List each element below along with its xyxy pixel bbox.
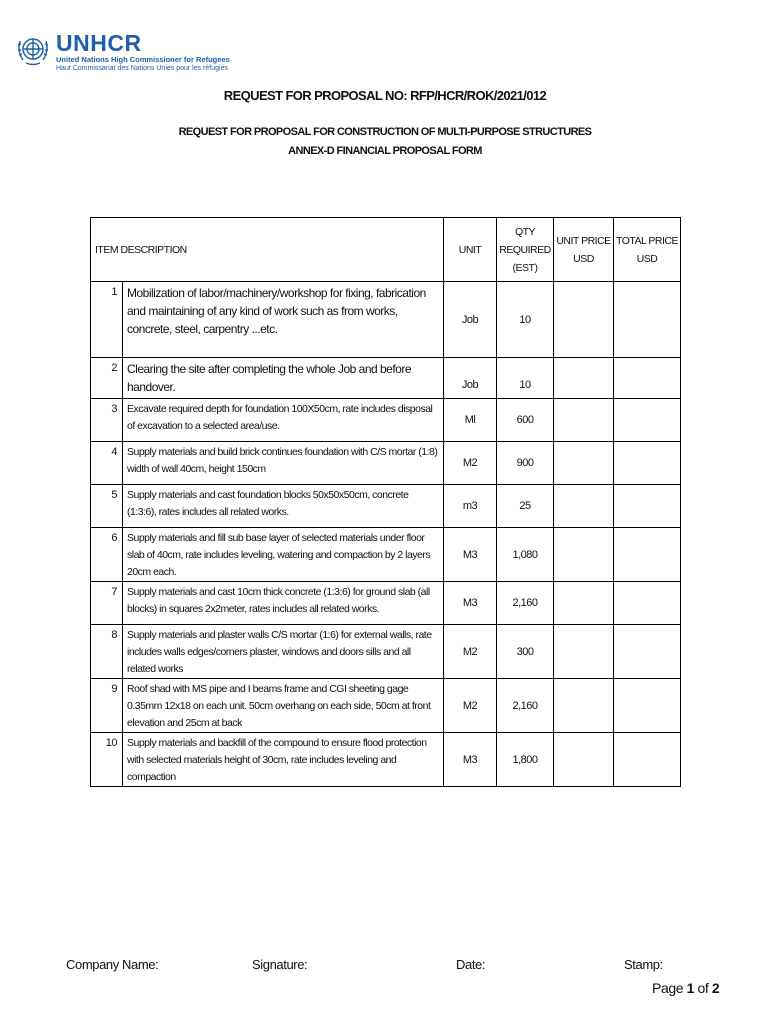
item-number: 9 bbox=[91, 679, 123, 733]
item-qty: 2,160 bbox=[497, 582, 554, 625]
unit-price-cell[interactable] bbox=[554, 282, 614, 358]
total-price-cell[interactable] bbox=[614, 528, 681, 582]
header-qty-line1: QTY bbox=[514, 225, 536, 238]
item-number: 8 bbox=[91, 625, 123, 679]
un-emblem-icon bbox=[14, 31, 52, 69]
item-description: Excavate required depth for foundation 100X50cm, rate includes disposal of excavation to a selected area/use. bbox=[123, 399, 444, 442]
unit-price-cell[interactable] bbox=[554, 733, 614, 787]
table-row bbox=[91, 733, 681, 787]
unit-price-cell[interactable] bbox=[554, 358, 614, 399]
item-number: 7 bbox=[91, 582, 123, 625]
page-number bbox=[652, 980, 719, 996]
logo-subtitle-fr: Haut Commissariat des Nations Unies pour les réfugiés bbox=[56, 65, 228, 72]
item-unit: Job bbox=[444, 358, 497, 399]
item-description: Supply materials and build brick continues foundation with C/S mortar (1:8) width of wall 40cm, height 150cm bbox=[123, 442, 444, 485]
item-qty: 1,800 bbox=[497, 733, 554, 787]
company-name-label: Company Name: bbox=[66, 957, 159, 972]
header-qty bbox=[497, 218, 554, 282]
item-unit: M3 bbox=[444, 528, 497, 582]
item-unit: Ml bbox=[444, 399, 497, 442]
stamp-label: Stamp: bbox=[624, 957, 663, 972]
item-qty: 1,080 bbox=[497, 528, 554, 582]
logo-wordmark: UNHCR bbox=[56, 30, 142, 56]
item-qty: 10 bbox=[497, 358, 554, 399]
total-price-cell[interactable] bbox=[614, 733, 681, 787]
table-header-row bbox=[91, 218, 681, 282]
date-label: Date: bbox=[456, 957, 486, 972]
item-number: 1 bbox=[91, 282, 123, 358]
document-subtitle: REQUEST FOR PROPOSAL FOR CONSTRUCTION OF MULTI-PURPOSE STRUCTURES bbox=[178, 126, 592, 138]
unit-price-cell[interactable] bbox=[554, 528, 614, 582]
unit-price-cell[interactable] bbox=[554, 582, 614, 625]
header-unit-price-line2: USD bbox=[573, 252, 594, 265]
item-number: 5 bbox=[91, 485, 123, 528]
item-unit: Job bbox=[444, 282, 497, 358]
header-unit: UNIT bbox=[444, 218, 497, 282]
unit-price-cell[interactable] bbox=[554, 679, 614, 733]
header-unit-price bbox=[554, 218, 614, 282]
table-row bbox=[91, 679, 681, 733]
total-price-cell[interactable] bbox=[614, 582, 681, 625]
header-qty-line3: (EST) bbox=[512, 261, 538, 274]
page-word: Page bbox=[652, 980, 684, 996]
header-total-price-line1: TOTAL PRICE bbox=[616, 234, 679, 247]
item-unit: M2 bbox=[444, 625, 497, 679]
total-price-cell[interactable] bbox=[614, 399, 681, 442]
item-unit: M2 bbox=[444, 442, 497, 485]
item-unit: m3 bbox=[444, 485, 497, 528]
item-unit: M3 bbox=[444, 582, 497, 625]
total-price-cell[interactable] bbox=[614, 485, 681, 528]
header-total-price bbox=[614, 218, 681, 282]
item-number: 3 bbox=[91, 399, 123, 442]
unit-price-cell[interactable] bbox=[554, 442, 614, 485]
table-row bbox=[91, 399, 681, 442]
financial-proposal-table bbox=[90, 217, 681, 787]
document-title: REQUEST FOR PROPOSAL NO: RFP/HCR/ROK/2021/012 bbox=[223, 88, 547, 103]
signature-label: Signature: bbox=[252, 957, 308, 972]
table-row bbox=[91, 528, 681, 582]
item-qty: 2,160 bbox=[497, 679, 554, 733]
item-description: Roof shad with MS pipe and I beams frame and CGI sheeting gage 0.35mm 12x18 on each unit. 50cm overhang on each side, 50cm at front elevation and 25cm at back bbox=[123, 679, 444, 733]
logo-subtitle-en: United Nations High Commissioner for Refugees bbox=[56, 55, 230, 64]
item-number: 4 bbox=[91, 442, 123, 485]
item-description: Supply materials and cast 10cm thick concrete (1:3:6) for ground slab (all blocks) in squares 2x2meter, rates includes all related works. bbox=[123, 582, 444, 625]
item-qty: 10 bbox=[497, 282, 554, 358]
item-unit: M3 bbox=[444, 733, 497, 787]
page-current: 1 bbox=[686, 980, 694, 996]
header-total-price-line2: USD bbox=[636, 252, 658, 265]
item-description: Supply materials and backfill of the compound to ensure flood protection with selected materials height of 30cm, rate includes leveling and compaction bbox=[123, 733, 444, 787]
unit-price-cell[interactable] bbox=[554, 485, 614, 528]
total-price-cell[interactable] bbox=[614, 625, 681, 679]
item-number: 6 bbox=[91, 528, 123, 582]
item-description: Supply materials and fill sub base layer of selected materials under floor slab of 40cm, rate includes leveling, watering and compaction by 2 layers 20cm each. bbox=[123, 528, 444, 582]
item-qty: 600 bbox=[497, 399, 554, 442]
page-of: of bbox=[697, 980, 709, 996]
item-description: Mobilization of labor/machinery/workshop for fixing, fabrication and maintaining of any kind of work such as from works, concrete, steel, carpentry ...etc. bbox=[123, 282, 444, 358]
item-number: 10 bbox=[91, 733, 123, 787]
unhcr-logo bbox=[14, 31, 230, 73]
unit-price-cell[interactable] bbox=[554, 625, 614, 679]
item-qty: 900 bbox=[497, 442, 554, 485]
table-row bbox=[91, 282, 681, 358]
table-row bbox=[91, 582, 681, 625]
total-price-cell[interactable] bbox=[614, 282, 681, 358]
total-price-cell[interactable] bbox=[614, 679, 681, 733]
annex-title: ANNEX-D FINANCIAL PROPOSAL FORM bbox=[288, 145, 482, 157]
item-qty: 300 bbox=[497, 625, 554, 679]
item-description: Supply materials and plaster walls C/S mortar (1:6) for external walls, rate includes walls edges/corners plaster, windows and doors sills and all related works bbox=[123, 625, 444, 679]
header-qty-line2: REQUIRED bbox=[499, 243, 551, 256]
header-unit-price-line1: UNIT PRICE bbox=[556, 234, 611, 247]
item-unit: M2 bbox=[444, 679, 497, 733]
page-total: 2 bbox=[711, 980, 720, 996]
total-price-cell[interactable] bbox=[614, 358, 681, 399]
item-qty: 25 bbox=[497, 485, 554, 528]
table-row bbox=[91, 358, 681, 399]
unit-price-cell[interactable] bbox=[554, 399, 614, 442]
item-description: Supply materials and cast foundation blocks 50x50x50cm, concrete (1:3:6), rates includes all related works. bbox=[123, 485, 444, 528]
header-item-description: ITEM DESCRIPTION bbox=[91, 218, 444, 282]
table-row bbox=[91, 485, 681, 528]
table-row bbox=[91, 625, 681, 679]
total-price-cell[interactable] bbox=[614, 442, 681, 485]
item-number: 2 bbox=[91, 358, 123, 399]
item-description: Clearing the site after completing the whole Job and before handover. bbox=[123, 358, 444, 399]
table-row bbox=[91, 442, 681, 485]
